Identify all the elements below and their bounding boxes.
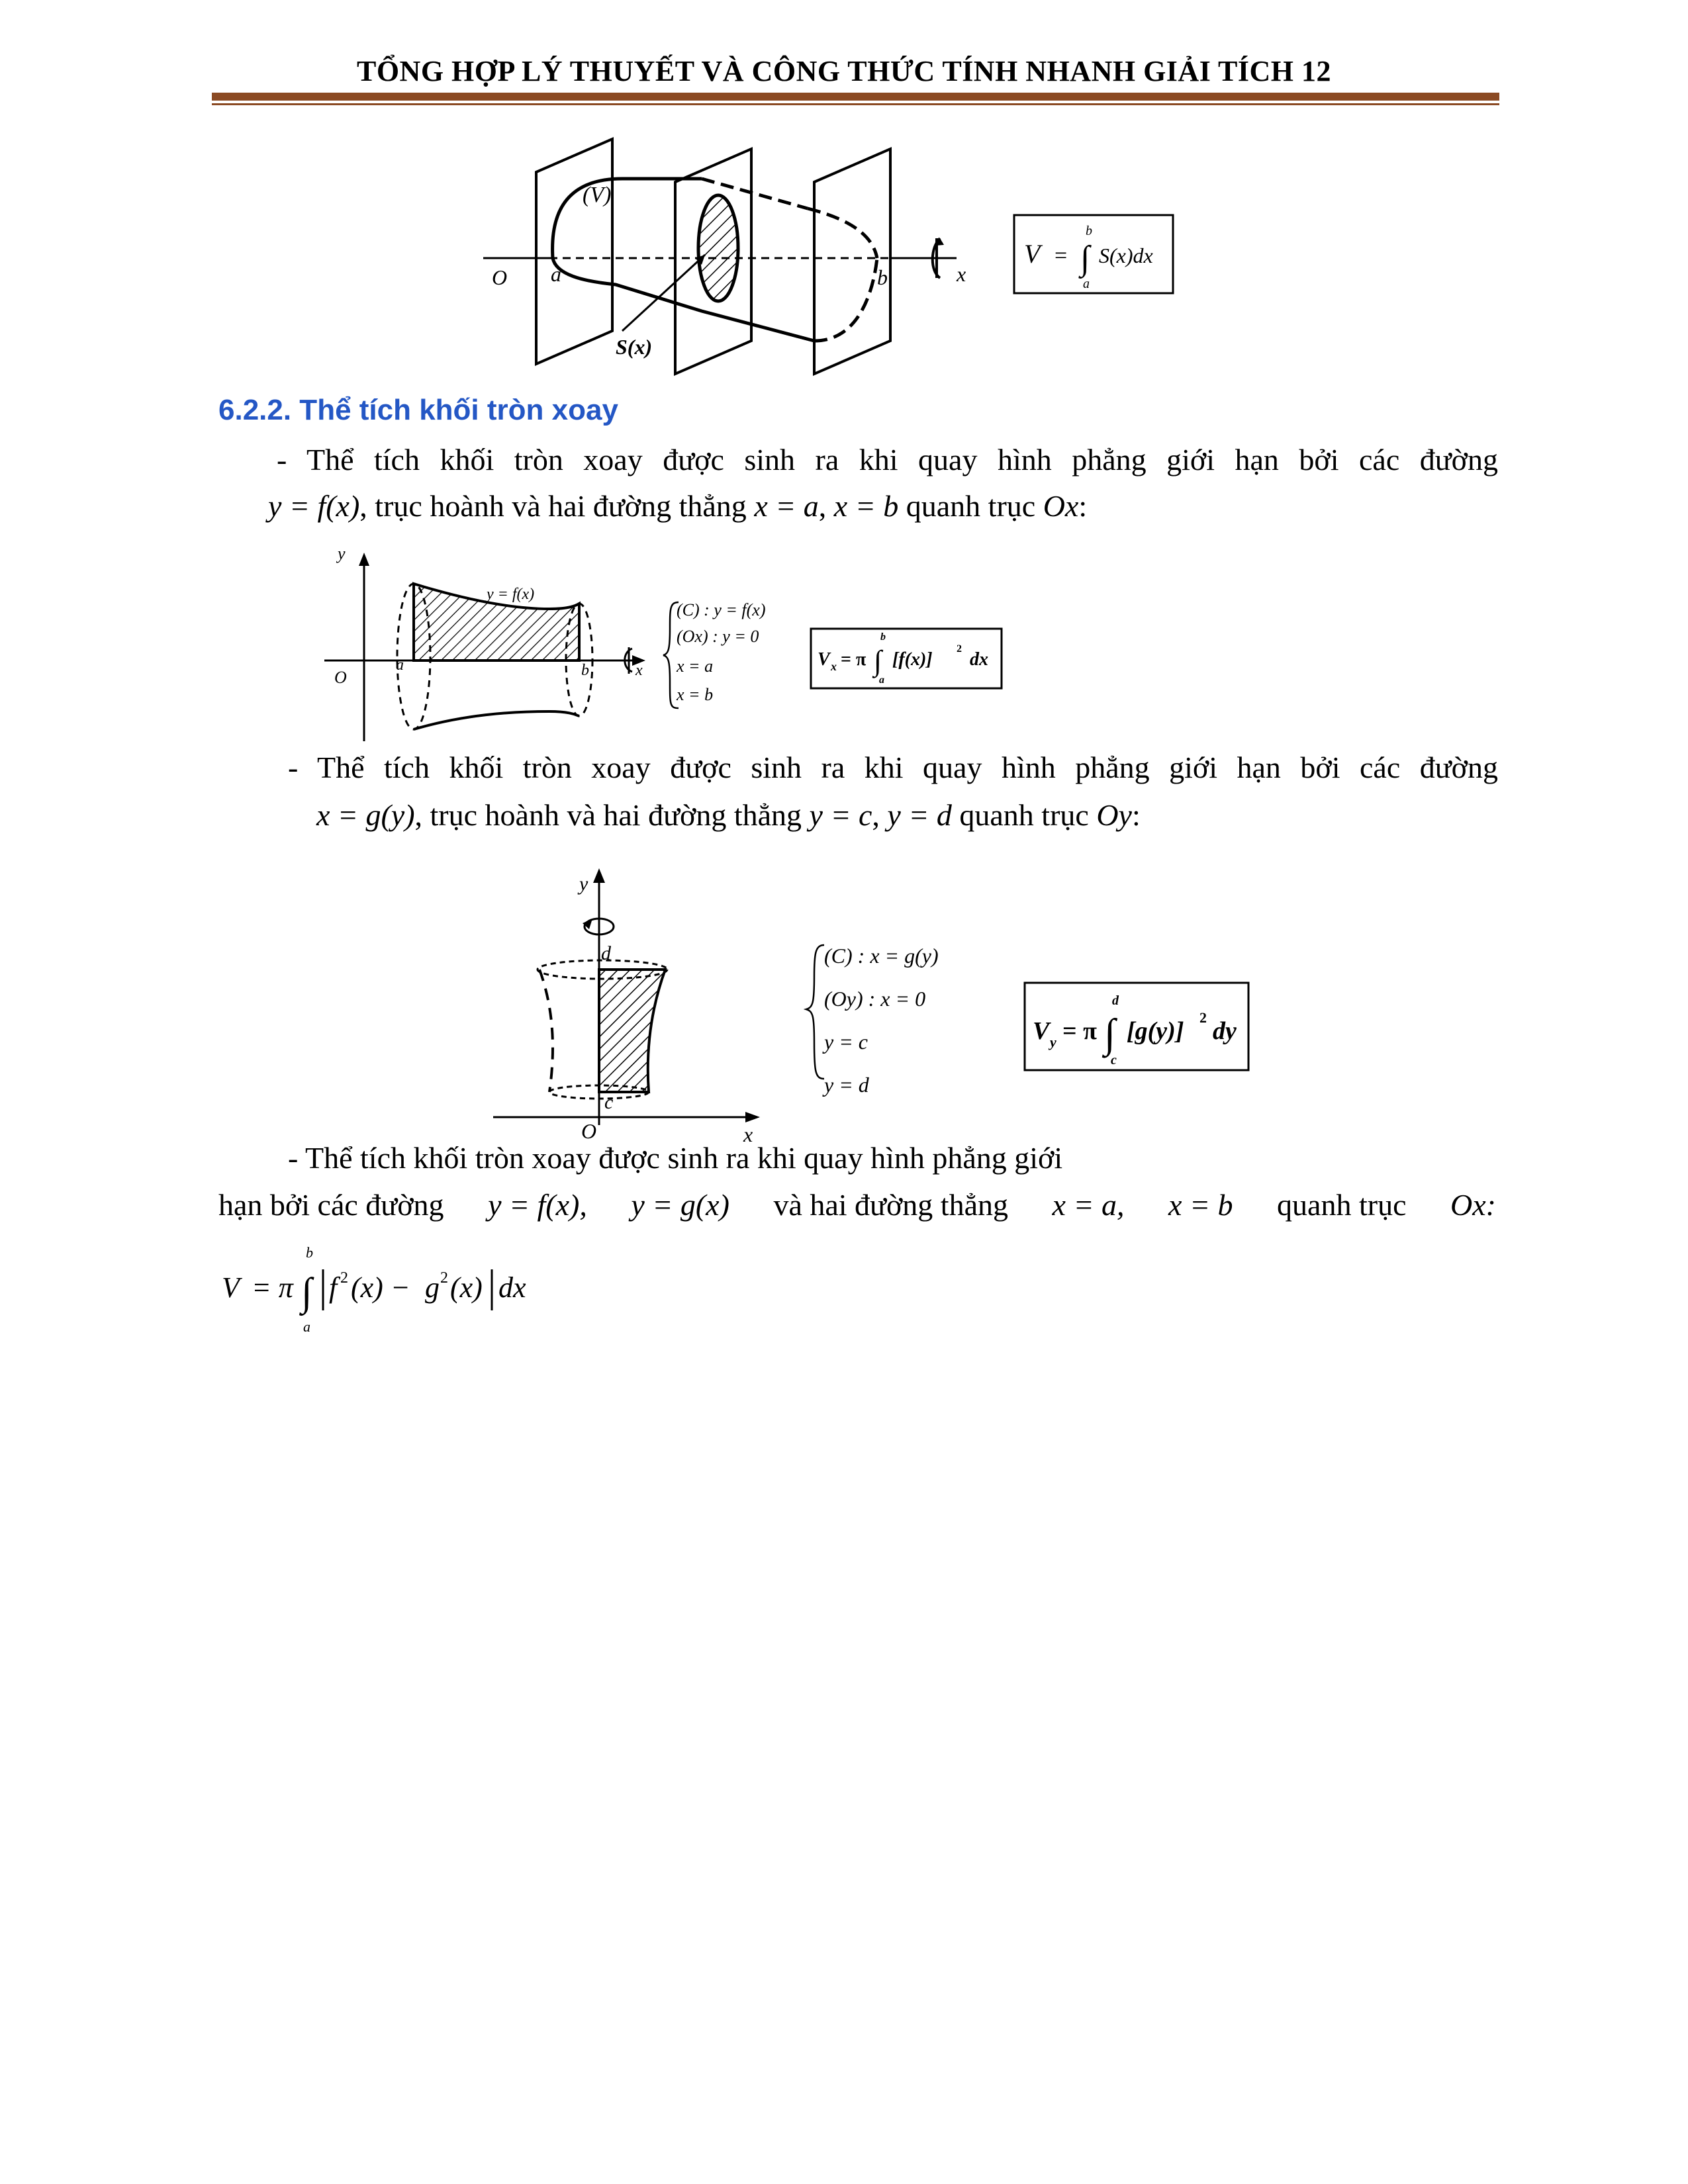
formula4-integral: ∫ [301,1270,312,1314]
fig2-system-3: x = b [677,685,714,704]
figure-rotation-about-ox [311,543,1013,754]
para2-text1: , trục hoành và hai đường thẳng [414,798,810,832]
formula4-g: g [425,1271,440,1304]
figure-volume-cross-section [463,116,1192,387]
formula4-fx: (x) − [351,1271,410,1304]
fig3-formula-integral: ∫ [1104,1011,1115,1056]
fig3-label-d: d [601,942,611,964]
para2-sep: , [872,798,888,832]
para1-text2: quanh trục [898,489,1043,523]
fig3-formula-lower: c [1111,1053,1117,1068]
fig2-curve-label: y = f(x) [487,586,535,603]
fig2-system-0: (C) : y = f(x) [677,600,766,619]
fig2-formula-dx: dx [970,649,988,670]
label-b: b [877,265,888,289]
para2-line2 [316,792,1495,839]
formula1-eq: = [1055,244,1068,268]
para2-axis: Oy [1096,798,1132,832]
para1-line2 [268,483,1493,529]
label-Sx: S(x) [616,335,653,359]
fig2-label-x: x [635,662,643,679]
label-V: (V) [583,183,612,207]
formula1-lower: a [1083,277,1090,291]
fig3-system-1: (Oy) : x = 0 [824,987,926,1011]
fig3-system-2: y = c [824,1030,868,1054]
formula4-f: f [329,1271,338,1304]
label-x: x [957,262,966,286]
fig2-system-2: x = a [677,657,714,676]
fig2-formula-body: [f(x)] [892,649,933,670]
formula4-lhs: V [222,1271,240,1304]
fig3-system-0: (C) : x = g(y) [824,944,939,968]
para3-line1: - Thể tích khối tròn xoay được sinh ra khi quay hình phẳng giới [288,1141,1063,1175]
fig3-formula-eq: = π [1062,1017,1097,1045]
fig2-label-b: b [581,662,589,679]
formula4-eq: = π [252,1271,293,1304]
fig2-formula-upper: b [880,631,886,643]
para3-t2: và hai đường thẳng [773,1188,1009,1222]
para3-m2: y = g(x) [631,1188,729,1222]
para2-math2: y = c [809,798,872,832]
label-O: O [492,265,508,289]
fig2-label-a: a [396,657,404,674]
formula-volume-between-curves [212,1238,569,1343]
formula1-integrand: S(x)dx [1099,244,1153,267]
para1-sep: , [818,489,834,523]
formula4-dx: dx [498,1271,526,1304]
para2-text2: quanh trục [951,798,1097,832]
para2-line1: - Thể tích khối tròn xoay được sinh ra khi quay hình phẳng giới hạn bởi các đường [288,751,1498,784]
fig2-formula-eq: = π [841,649,867,670]
para2-math3: y = d [887,798,952,832]
fig3-formula-sub: y [1050,1034,1056,1050]
fig3-label-y: y [579,873,588,895]
header-rule-thin [212,103,1499,105]
fig3-label-O: O [581,1119,597,1143]
formula4-gpow: 2 [440,1269,448,1287]
header-rule-thick [212,93,1499,101]
formula4-fpow: 2 [340,1269,348,1287]
para3-axis: Ox: [1450,1188,1496,1222]
fig3-system-3: y = d [824,1073,869,1097]
para1-line1: - Thể tích khối tròn xoay được sinh ra khi quay hình phẳng giới hạn bởi các đường [277,443,1498,477]
fig3-formula-body: [g(y)] [1127,1017,1184,1045]
figure-rotation-about-oy [483,860,1264,1152]
page-header-title: TỔNG HỢP LÝ THUYẾT VÀ CÔNG THỨC TÍNH NHANH GIẢI TÍCH 12 [356,55,1332,87]
para3-m3: x = a, [1052,1188,1125,1222]
fig3-label-x: x [743,1122,753,1146]
para3-t1: hạn bởi các đường [218,1188,444,1222]
label-a: a [551,262,561,286]
formula4-lower: a [303,1318,310,1335]
fig2-formula-integral: ∫ [874,645,882,677]
fig2-formula-lower: a [879,674,884,686]
fig2-formula-lhs: V [818,649,830,670]
para1-text1: , trục hoành và hai đường thẳng [359,489,755,523]
formula1-integral: ∫ [1080,240,1090,277]
section-title: 6.2.2. Thể tích khối tròn xoay [218,394,618,426]
fig2-system-1: (Ox) : y = 0 [677,627,759,646]
para1-math1: y = f(x) [268,489,360,523]
fig2-label-O: O [334,668,347,687]
fig3-formula-upper: d [1112,993,1119,1008]
para1-axis: Ox [1043,489,1079,523]
para3-m1: y = f(x), [488,1188,587,1222]
fig3-formula-pow: 2 [1199,1009,1207,1026]
para3-t3: quanh trục [1277,1188,1407,1222]
para3-m4: x = b [1168,1188,1233,1222]
para2-math1: x = g(y) [316,798,415,832]
fig3-formula-lhs: V [1033,1017,1050,1045]
formula4-upper: b [306,1244,313,1261]
formula1-lhs: V [1024,239,1041,269]
fig2-label-y: y [338,544,346,563]
para2-colon: : [1131,798,1141,832]
para1-colon: : [1078,489,1088,523]
formula4-gx: (x) [450,1271,483,1304]
fig3-label-c: c [604,1091,614,1113]
fig3-formula-dy: dy [1213,1017,1237,1045]
fig2-formula-sub: x [831,660,837,673]
para1-math2: x = a [754,489,819,523]
fig2-formula-pow: 2 [957,643,962,655]
formula1-upper: b [1086,224,1092,238]
para1-math3: x = b [833,489,899,523]
para3-line2 [218,1182,1496,1228]
